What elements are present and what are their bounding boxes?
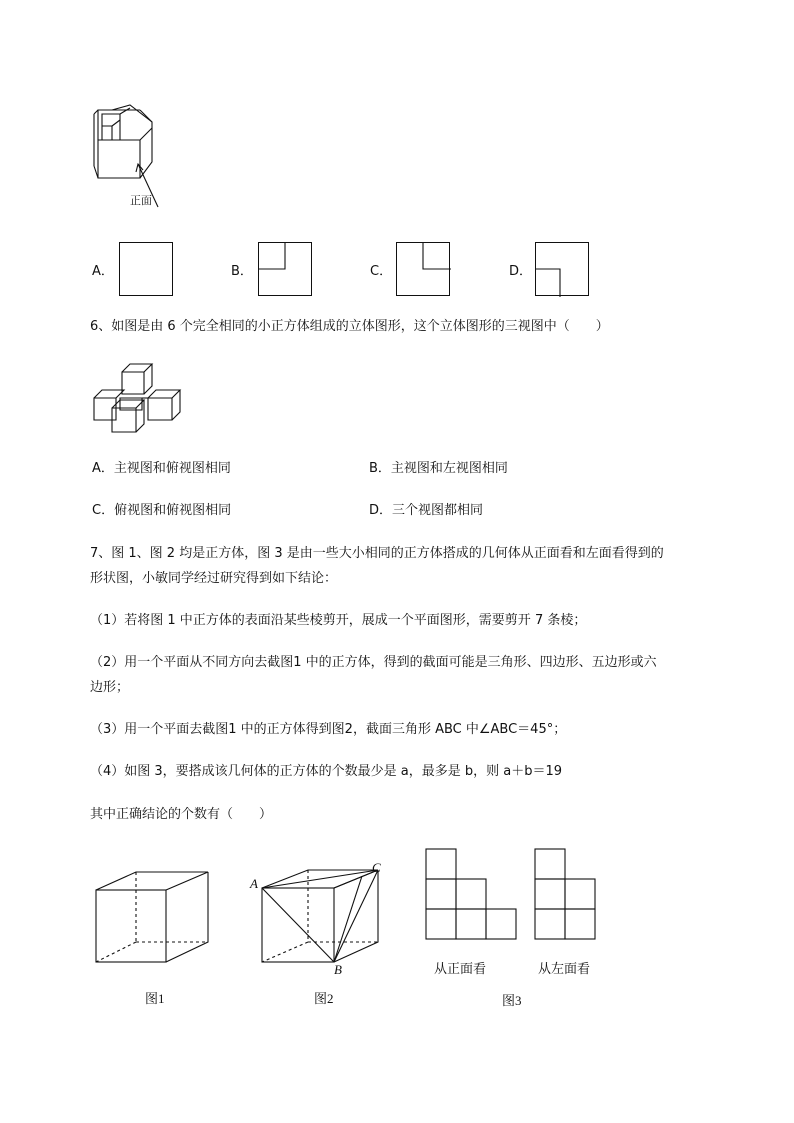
q7-figure-3-caption: 图3 [502,993,522,1008]
q7-figure-2-label-c: C [372,860,381,875]
q7-figure-1-caption: 图1 [145,991,165,1006]
q5-option-c-figure [396,242,450,296]
q7-figure-1-cube [94,868,214,968]
q7-statement-3: （3）用一个平面去截图1 中的正方体得到图2，截面三角形 ABC 中∠ABC＝45°； [90,722,567,737]
q5-front-label: 正面 [130,194,152,207]
q6-option-b: B．主视图和左视图相同 [369,461,508,476]
q7-figure-2-cube [250,860,390,980]
q6-option-a: A．主视图和俯视图相同 [92,461,231,476]
q5-solid-figure [90,100,170,215]
q6-cubes-drawing [92,362,187,434]
q5-option-c-lines [397,243,451,297]
q7-statement-4: （4）如图 3，要搭成该几何体的正方体的个数最少是 a，最多是 b，则 a＋b＝19 [90,764,563,779]
q7-figure-3-front-grid [425,848,520,943]
q7-figure-1 [94,868,214,968]
q7-stem-line1: 7、图 1、图 2 均是正方体，图 3 是由一些大小相同的正方体搭成的几何体从正面看和左面看得到的 [90,546,664,561]
q6-stem: 6、如图是由 6 个完全相同的小正方体组成的立体图形，这个立体图形的三视图中（ ） [90,319,609,334]
q5-option-d-figure [535,242,589,296]
q7-figure-3-left-view [534,848,604,943]
q6-option-c: C．俯视图和俯视图相同 [92,503,232,518]
q5-option-c-letter: C． [370,264,393,279]
q7-stem-line2: 形状图，小敏同学经过研究得到如下结论： [90,571,338,586]
q5-option-d-lines [536,243,590,297]
q7-question: 其中正确结论的个数有（ ） [90,807,273,822]
q7-figure-2 [250,860,390,980]
q7-figure-2-caption: 图2 [314,991,334,1006]
q5-option-b-figure [258,242,312,296]
q7-statement-2-line2: 边形； [90,680,130,695]
q6-option-d: D．三个视图都相同 [369,503,484,518]
q5-option-a-letter: A． [92,264,114,279]
q7-statement-2-line1: （2）用一个平面从不同方向去截图1 中的正方体，得到的截面可能是三角形、四边形、五边形或六 [90,655,657,670]
q7-front-view-label: 从正面看 [434,961,487,976]
q5-option-b-letter: B． [231,264,253,279]
q7-figure-2-label-a: A [250,876,258,891]
q5-option-b-lines [259,243,313,297]
q7-figure-3-front-view [425,848,520,943]
q5-option-d-letter: D． [509,264,533,279]
q7-left-view-label: 从左面看 [538,961,591,976]
q7-figure-3-left-grid [534,848,604,943]
q5-option-a-figure [119,242,173,296]
q7-statement-1: （1）若将图 1 中正方体的表面沿某些棱剪开，展成一个平面图形，需要剪开 7 条棱； [90,613,587,628]
q6-cubes-figure [92,362,187,434]
q7-figure-2-label-b: B [334,962,342,977]
